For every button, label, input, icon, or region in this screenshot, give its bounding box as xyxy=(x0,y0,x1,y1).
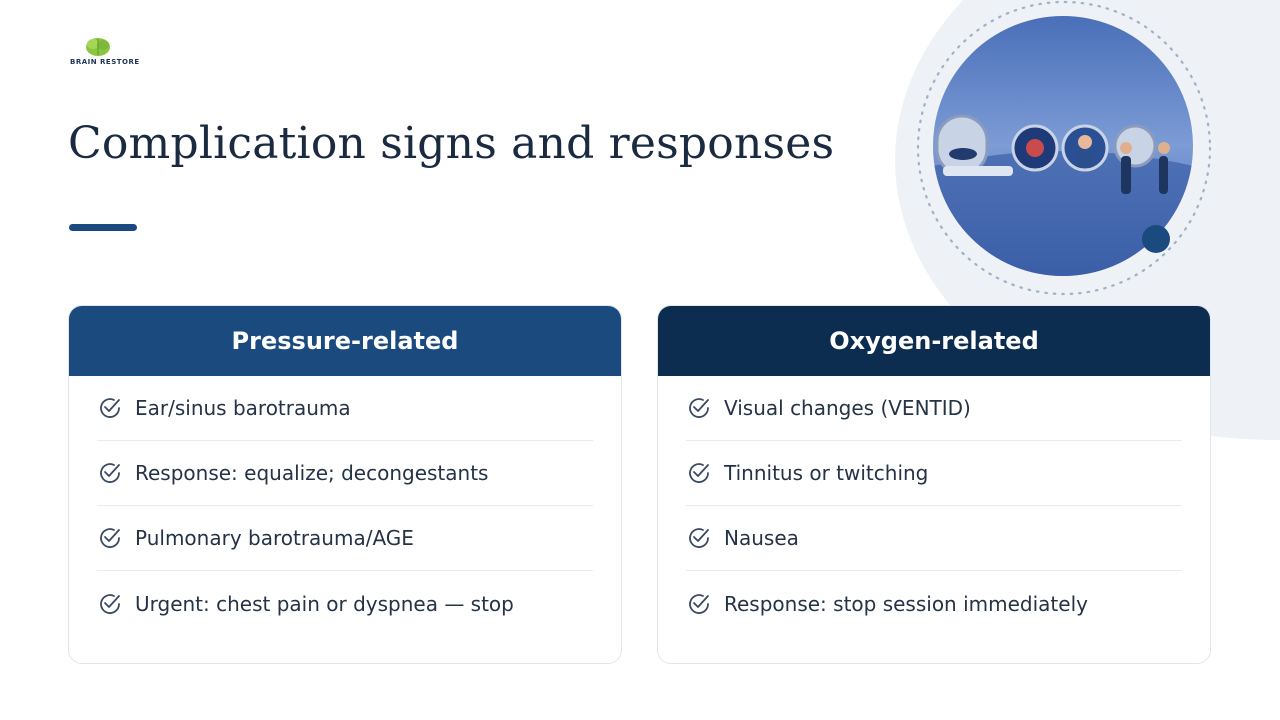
list-item xyxy=(686,571,1182,636)
decorative-dot xyxy=(1142,225,1170,253)
list-item xyxy=(686,376,1182,441)
check-circle-icon xyxy=(97,460,123,486)
check-circle-icon xyxy=(686,460,712,486)
card-list xyxy=(69,376,621,636)
check-circle-icon xyxy=(97,525,123,551)
card-heading: Pressure-related xyxy=(69,306,621,376)
check-circle-icon xyxy=(97,395,123,421)
title-underline xyxy=(69,224,137,231)
card-pressure-related xyxy=(68,305,622,664)
list-item-text: Nausea xyxy=(724,526,799,550)
brand-logo xyxy=(70,36,140,76)
list-item xyxy=(97,441,593,506)
logo-text: BRAIN RESTORE xyxy=(70,58,140,66)
brain-icon xyxy=(70,36,126,58)
list-item xyxy=(686,441,1182,506)
list-item-text: Urgent: chest pain or dyspnea — stop xyxy=(135,591,514,616)
list-item-text: Tinnitus or twitching xyxy=(724,461,929,485)
list-item xyxy=(97,571,593,636)
list-item-text: Visual changes (VENTID) xyxy=(724,396,971,420)
list-item xyxy=(686,506,1182,571)
list-item xyxy=(97,376,593,441)
page-title: Complication signs and responses xyxy=(68,118,835,169)
check-circle-icon xyxy=(97,591,123,617)
check-circle-icon xyxy=(686,395,712,421)
list-item-text: Response: equalize; decongestants xyxy=(135,461,489,485)
card-list xyxy=(658,376,1210,636)
check-circle-icon xyxy=(686,525,712,551)
list-item-text: Pulmonary barotrauma/AGE xyxy=(135,526,414,550)
card-heading: Oxygen-related xyxy=(658,306,1210,376)
list-item-text: Ear/sinus barotrauma xyxy=(135,396,351,420)
check-circle-icon xyxy=(686,591,712,617)
card-oxygen-related xyxy=(657,305,1211,664)
list-item-text: Response: stop session immediately xyxy=(724,591,1088,616)
list-item xyxy=(97,506,593,571)
